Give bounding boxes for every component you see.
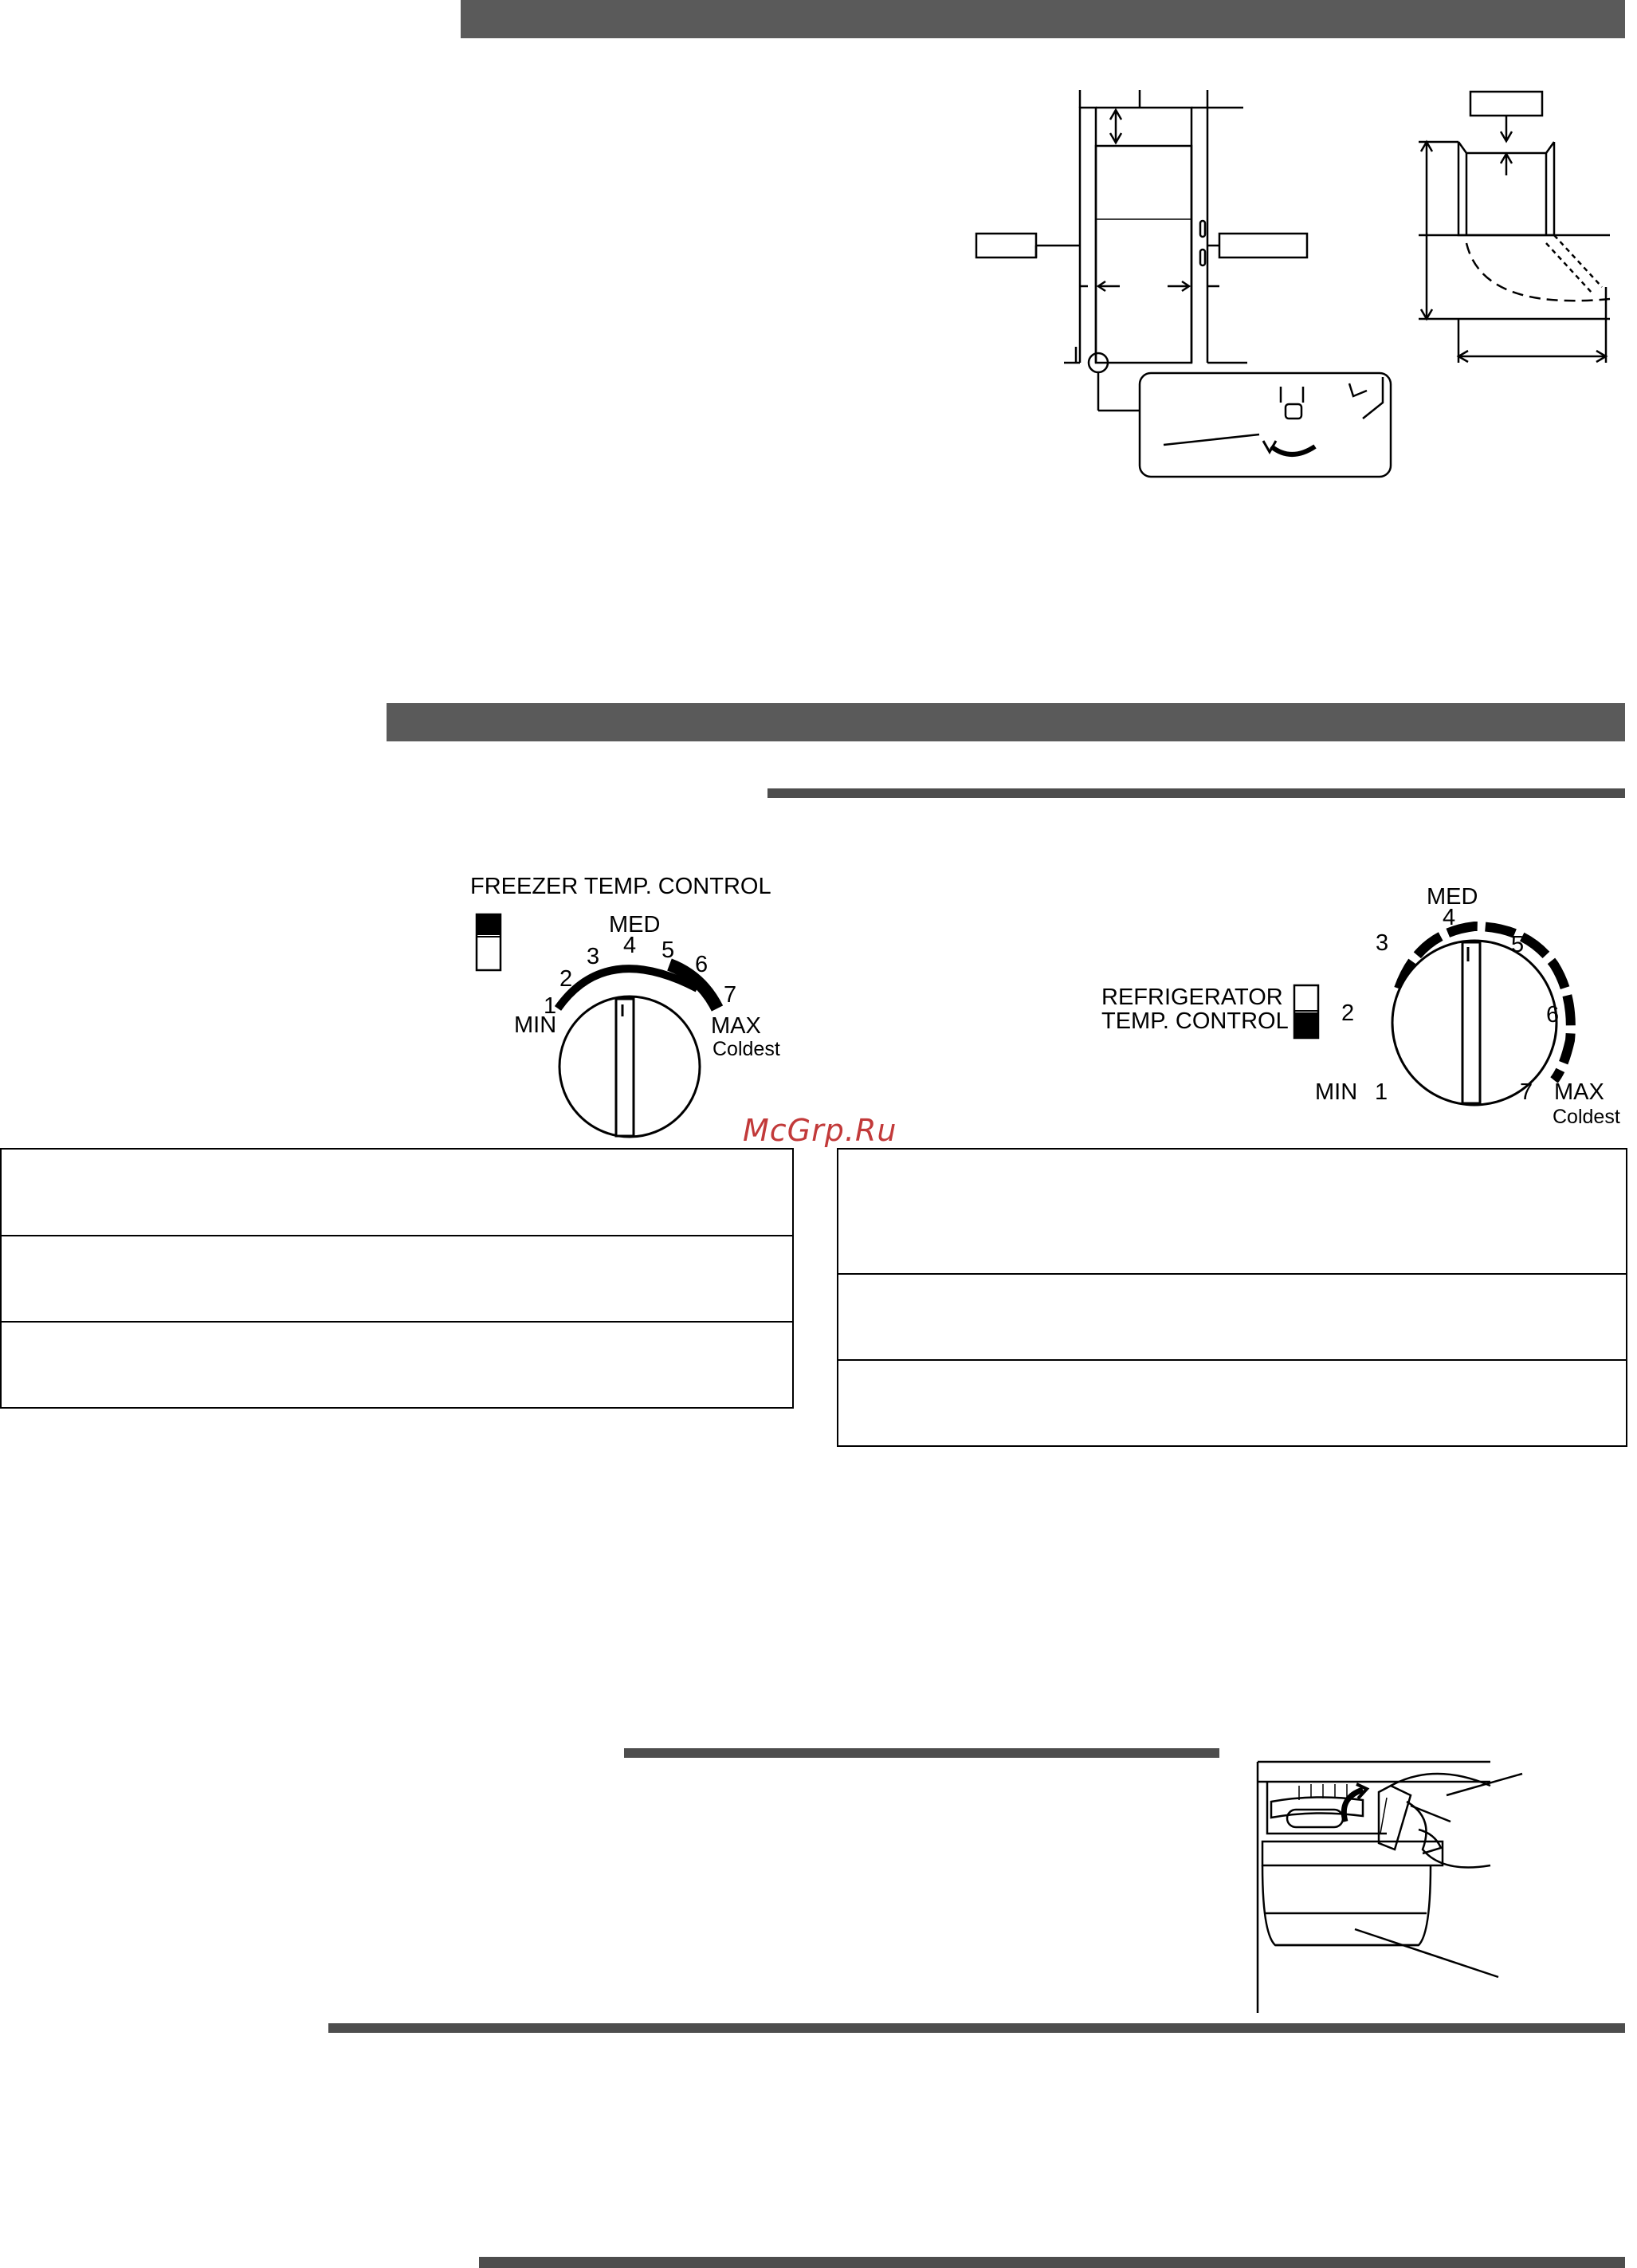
door-clearance-diagram [968, 84, 1415, 482]
section-rule-bottom [479, 2257, 1625, 2268]
freezer-settings-table [0, 1148, 794, 1409]
refrigerator-scale-1: 1 [1375, 1079, 1388, 1105]
table-row [838, 1275, 1626, 1361]
refrigerator-temp-control [1092, 877, 1618, 1140]
subsection-rule-controls [767, 788, 1625, 798]
refrigerator-scale-4: 4 [1443, 905, 1456, 930]
freezer-max-label: MAX [711, 1013, 761, 1039]
freezer-scale-1: 1 [544, 993, 557, 1019]
refrigerator-scale-3: 3 [1376, 930, 1389, 956]
section-rule-lower [328, 2023, 1625, 2033]
refrigerator-scale-2: 2 [1341, 1000, 1355, 1026]
freezer-scale-6: 6 [695, 952, 709, 977]
door-swing-label-box [1470, 92, 1542, 116]
door-swing-diagram [1411, 88, 1618, 383]
refrigerator-coldest-label: Coldest [1553, 1106, 1620, 1128]
table-row [2, 1150, 792, 1236]
section-header-bar-top [461, 0, 1625, 38]
freezer-coldest-label: Coldest [713, 1038, 780, 1060]
freezer-scale-7: 7 [724, 982, 737, 1008]
refrigerator-indicator-icon [1293, 984, 1320, 1040]
refrigerator-max-label: MAX [1554, 1079, 1604, 1105]
freezer-min-label: MIN [514, 1012, 557, 1038]
freezer-temp-control [462, 873, 805, 1144]
section-header-bar-controls [387, 703, 1625, 741]
ice-tray-illustration [1251, 1754, 1530, 2017]
refrigerator-min-label: MIN [1315, 1079, 1358, 1105]
freezer-control-title: FREEZER TEMP. CONTROL [470, 874, 771, 899]
table-row [838, 1150, 1626, 1275]
freezer-scale-2: 2 [559, 966, 573, 992]
watermark: McGrp.Ru [743, 1113, 897, 1148]
freezer-scale-3: 3 [587, 944, 600, 969]
freezer-med-label: MED [609, 912, 661, 937]
refrigerator-settings-table [837, 1148, 1627, 1447]
table-row [838, 1361, 1626, 1445]
freezer-scale-5: 5 [661, 937, 675, 963]
clearance-label-box-right [1219, 234, 1307, 257]
refrigerator-med-label: MED [1427, 884, 1478, 910]
refrigerator-control-title-line1: REFRIGERATOR [1101, 985, 1283, 1010]
refrigerator-scale-7: 7 [1520, 1079, 1533, 1105]
refrigerator-scale-5: 5 [1511, 932, 1525, 957]
table-row [2, 1236, 792, 1323]
freezer-scale-4: 4 [623, 933, 637, 958]
clearance-label-box-left [976, 234, 1036, 257]
subsection-rule-icemaker [624, 1748, 1219, 1758]
refrigerator-control-title-line2: TEMP. CONTROL [1101, 1008, 1289, 1034]
freezer-indicator-icon [475, 913, 502, 972]
table-row [2, 1323, 792, 1407]
refrigerator-scale-6: 6 [1546, 1002, 1560, 1028]
